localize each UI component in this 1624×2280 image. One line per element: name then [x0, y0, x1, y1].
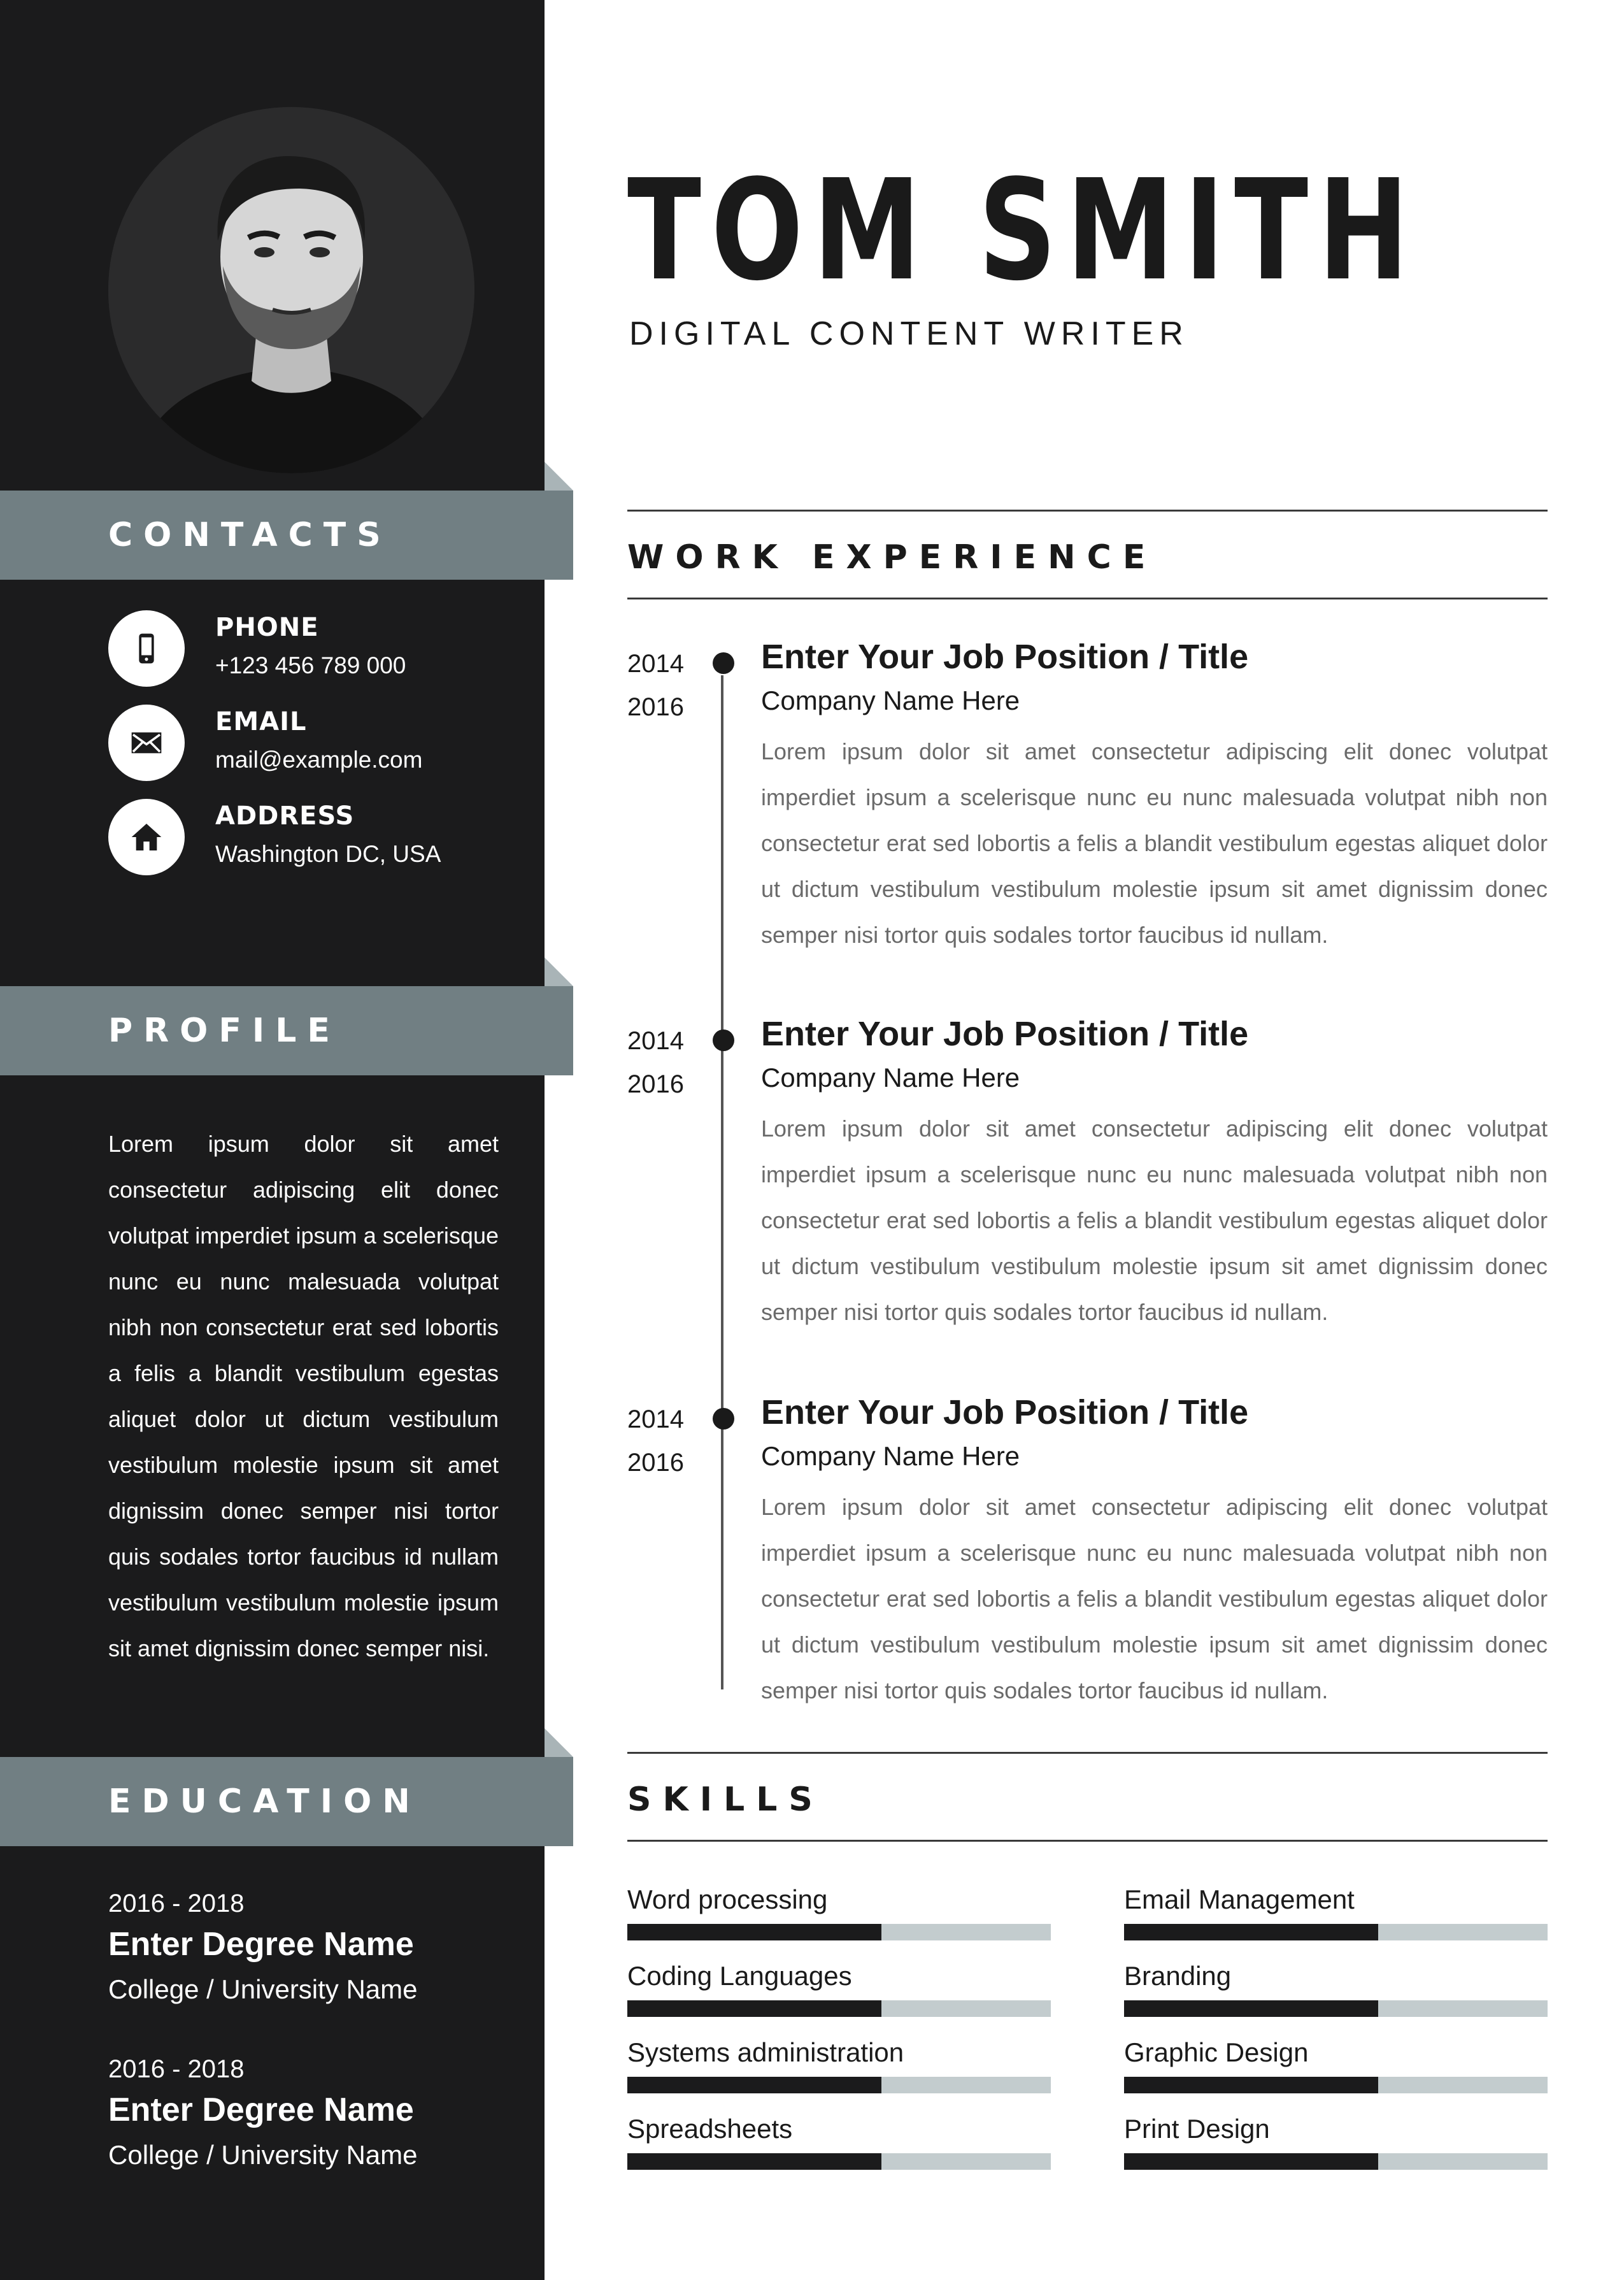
band-fold-decoration: [545, 1728, 573, 1757]
skill-bar-fill: [627, 2000, 881, 2017]
band-fold-decoration: [545, 462, 573, 491]
portrait-illustration: [108, 107, 474, 473]
education-years: 2016 - 2018: [108, 2055, 245, 2083]
profile-photo: [108, 107, 474, 473]
skill-name: Word processing: [627, 1884, 828, 1914]
skill-item: [627, 1961, 1051, 2031]
contact-label: EMAIL: [215, 707, 307, 736]
divider: [627, 510, 1548, 512]
contact-value: Washington DC, USA: [215, 841, 441, 867]
contacts-heading: CONTACTS: [108, 516, 392, 554]
skill-item: [1124, 1961, 1548, 2031]
profile-text: Lorem ipsum dolor sit amet consectetur adipiscing elit donec volutpat imperdiet ipsum a scelerisque nunc eu nunc malesuada volutpat nibh non consectetur erat sed lobortis a felis a blandit vestibulum egestas aliquet dolor ut dictum vestibulum vestibulum molestie ipsum sit amet dignissim donec semper nisi tortor quis sodales tortor faucibus id nullam vestibulum vestibulum molestie ipsum sit amet dignissim donec semper nisi.: [108, 1131, 499, 1661]
skill-name: Graphic Design: [1124, 2037, 1309, 2067]
contact-address: [108, 799, 516, 875]
contact-phone: [108, 610, 516, 687]
skill-item: [1124, 2114, 1548, 2184]
job-company: Company Name Here: [761, 1441, 1020, 1471]
contacts-heading-band: [0, 491, 573, 580]
divider: [627, 1840, 1548, 1842]
divider: [627, 598, 1548, 599]
skill-bar-track: [1124, 2153, 1548, 2170]
job-role: DIGITAL CONTENT WRITER: [629, 315, 1189, 352]
contact-label: PHONE: [215, 613, 319, 642]
job-years: [627, 1398, 684, 1484]
skill-bar-fill: [627, 2153, 881, 2170]
education-years: 2016 - 2018: [108, 1889, 245, 1918]
skill-bar-fill: [1124, 1924, 1378, 1940]
contact-label: ADDRESS: [215, 801, 355, 831]
skills-heading: SKILLS: [627, 1781, 824, 1819]
skill-bar-track: [627, 1924, 1051, 1940]
education-item: [108, 1886, 516, 2012]
timeline-dot: [713, 652, 734, 674]
job-description: Lorem ipsum dolor sit amet consectetur adipiscing elit donec volutpat imperdiet ipsum a scelerisque nunc eu nunc malesuada volutpat nibh non consectetur erat sed lobortis a felis a blandit vestibulum egestas aliquet dolor ut dictum vestibulum vestibulum molestie ipsum sit amet dignissim donec semper nisi tortor quis sodales tortor faucibus id nullam.: [761, 738, 1548, 948]
skill-bar-track: [1124, 2077, 1548, 2093]
skill-bar-fill: [1124, 2077, 1378, 2093]
skill-bar-track: [1124, 2000, 1548, 2017]
job-end-year: 2016: [627, 1070, 684, 1098]
skill-bar-track: [627, 2153, 1051, 2170]
full-name: TOM SMITH: [627, 150, 1419, 312]
skill-bar-fill: [1124, 2000, 1378, 2017]
work-experience-heading: WORK EXPERIENCE: [627, 538, 1157, 577]
education-degree: Enter Degree Name: [108, 1926, 414, 1963]
profile-heading: PROFILE: [108, 1012, 341, 1050]
education-item: [108, 2051, 516, 2177]
timeline-dot: [713, 1029, 734, 1051]
job-title: Enter Your Job Position / Title: [761, 1015, 1249, 1053]
education-school: College / University Name: [108, 1974, 418, 2004]
job-years: [627, 642, 684, 729]
home-icon: [108, 799, 185, 875]
skill-item: [1124, 2037, 1548, 2107]
skill-name: Print Design: [1124, 2114, 1270, 2144]
skill-name: Systems administration: [627, 2037, 904, 2067]
band-fold-decoration: [545, 957, 573, 986]
job-end-year: 2016: [627, 1449, 684, 1477]
skill-bar-fill: [627, 2077, 881, 2093]
skill-bar-fill: [1124, 2153, 1378, 2170]
education-heading-band: [0, 1757, 573, 1846]
skill-item: [627, 1884, 1051, 1954]
skill-item: [1124, 1884, 1548, 1954]
job-start-year: 2014: [627, 1027, 684, 1055]
job-company: Company Name Here: [761, 1063, 1020, 1093]
skill-item: [627, 2037, 1051, 2107]
job-years: [627, 1019, 684, 1106]
job-description: Lorem ipsum dolor sit amet consectetur adipiscing elit donec volutpat imperdiet ipsum a scelerisque nunc eu nunc malesuada volutpat nibh non consectetur erat sed lobortis a felis a blandit vestibulum egestas aliquet dolor ut dictum vestibulum vestibulum molestie ipsum sit amet dignissim donec semper nisi tortor quis sodales tortor faucibus id nullam.: [761, 1115, 1548, 1325]
skill-item: [627, 2114, 1051, 2184]
envelope-icon: [108, 705, 185, 781]
sidebar: [0, 0, 545, 2280]
contact-value: +123 456 789 000: [215, 652, 406, 678]
profile-heading-band: [0, 986, 573, 1075]
timeline-dot: [713, 1408, 734, 1430]
skill-bar-track: [1124, 1924, 1548, 1940]
contact-value: mail@example.com: [215, 747, 423, 773]
skill-bar-track: [627, 2000, 1051, 2017]
job-start-year: 2014: [627, 650, 684, 678]
divider: [627, 1752, 1548, 1754]
skill-name: Email Management: [1124, 1884, 1355, 1914]
job-company: Company Name Here: [761, 685, 1020, 715]
education-degree: Enter Degree Name: [108, 2091, 414, 2128]
skill-name: Spreadsheets: [627, 2114, 793, 2144]
skill-bar-track: [627, 2077, 1051, 2093]
skill-name: Branding: [1124, 1961, 1232, 1991]
skill-bar-fill: [627, 1924, 881, 1940]
phone-icon: [108, 610, 185, 687]
timeline-line: [721, 675, 723, 1689]
education-school: College / University Name: [108, 2140, 418, 2170]
skill-name: Coding Languages: [627, 1961, 852, 1991]
job-title: Enter Your Job Position / Title: [761, 638, 1249, 676]
education-heading: EDUCATION: [108, 1782, 421, 1821]
job-description: Lorem ipsum dolor sit amet consectetur adipiscing elit donec volutpat imperdiet ipsum a scelerisque nunc eu nunc malesuada volutpat nibh non consectetur erat sed lobortis a felis a blandit vestibulum egestas aliquet dolor ut dictum vestibulum vestibulum molestie ipsum sit amet dignissim donec semper nisi tortor quis sodales tortor faucibus id nullam.: [761, 1494, 1548, 1703]
job-start-year: 2014: [627, 1405, 684, 1433]
job-end-year: 2016: [627, 693, 684, 721]
job-title: Enter Your Job Position / Title: [761, 1393, 1249, 1431]
contact-email: [108, 705, 516, 781]
